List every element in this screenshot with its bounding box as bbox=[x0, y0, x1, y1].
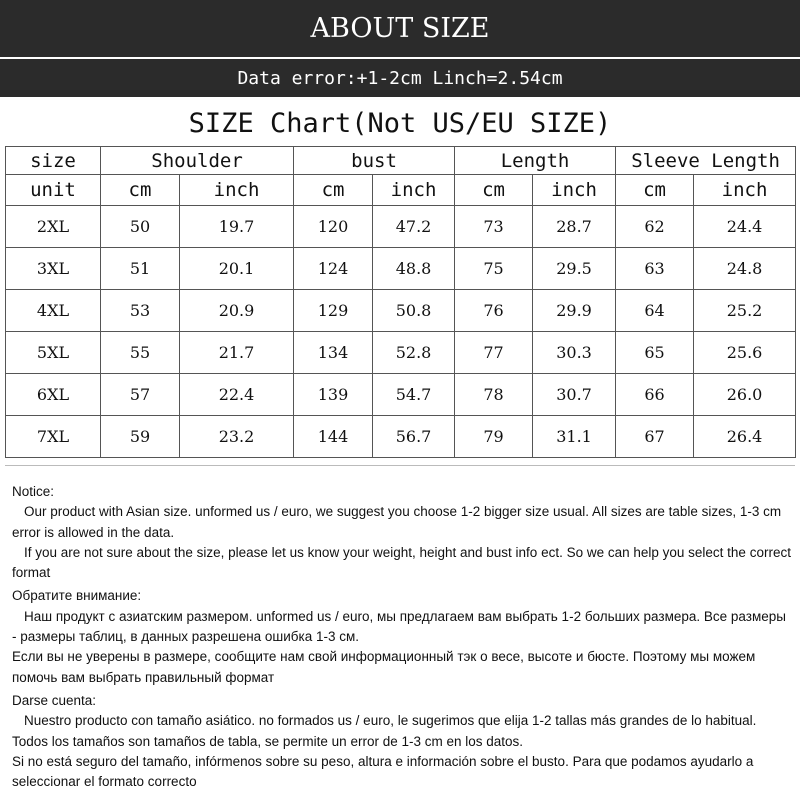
unit-cell: inch bbox=[373, 175, 455, 206]
banner-subtitle: Data error:+1-2cm Linch=2.54cm bbox=[237, 67, 563, 89]
table-cell: 54.7 bbox=[373, 374, 455, 416]
header-row-groups bbox=[6, 147, 796, 175]
unit-cell: cm bbox=[294, 175, 373, 206]
unit-cell: inch bbox=[694, 175, 796, 206]
header-banner bbox=[0, 0, 800, 97]
unit-cell: inch bbox=[533, 175, 616, 206]
table-cell: 144 bbox=[294, 416, 373, 458]
unit-cell: inch bbox=[180, 175, 294, 206]
table-cell: 51 bbox=[101, 248, 180, 290]
table-cell: 30.3 bbox=[533, 332, 616, 374]
table-cell: 24.4 bbox=[694, 206, 796, 248]
table-cell: 19.7 bbox=[180, 206, 294, 248]
notice-heading-en: Notice: bbox=[12, 484, 55, 499]
table-cell: 28.7 bbox=[533, 206, 616, 248]
header-length: Length bbox=[455, 147, 616, 175]
table-row bbox=[6, 416, 796, 458]
table-cell: 53 bbox=[101, 290, 180, 332]
table-cell: 26.0 bbox=[694, 374, 796, 416]
size-table bbox=[5, 146, 796, 458]
header-size: size bbox=[6, 147, 101, 175]
notice-paragraph-es: Si no está seguro del tamaño, infórmenos sobre su peso, altura e información sobre el busto. Para que podamos ayudarlo a seleccionar el formato correcto bbox=[12, 753, 754, 790]
table-row bbox=[6, 332, 796, 374]
table-cell: 21.7 bbox=[180, 332, 294, 374]
table-cell: 64 bbox=[616, 290, 694, 332]
table-cell: 48.8 bbox=[373, 248, 455, 290]
notice-heading-ru: Обратите внимание: bbox=[12, 588, 142, 604]
header-bust: bust bbox=[294, 147, 455, 175]
size-cell: 6XL bbox=[6, 374, 101, 416]
table-cell: 63 bbox=[616, 248, 694, 290]
header-row-units bbox=[6, 175, 796, 206]
notice-paragraph-es: Nuestro producto con tamaño asiático. no formados us / euro, le sugerimos que elija 1-2 tallas más grandes de lo habitual. Todos los tamaños son tamaños de tabla, se permite un error de 1-3 cm en los datos. bbox=[12, 713, 757, 749]
table-cell: 75 bbox=[455, 248, 533, 290]
table-cell: 20.9 bbox=[180, 290, 294, 332]
notice-paragraph-ru: Наш продукт с азиатским размером. unformed us / euro, мы предлагаем вам выбрать 1-2 больших размера. Все размеры - размеры таблиц, в данных разрешена ошибка 1-3 см. bbox=[12, 608, 786, 645]
notice-paragraph-en: If you are not sure about the size, please let us know your weight, height and bust info ect. So we can help you select the correct format bbox=[12, 544, 791, 581]
size-chart-title: SIZE Chart(Not US/EU SIZE) bbox=[188, 107, 612, 139]
table-cell: 59 bbox=[101, 416, 180, 458]
size-cell: 7XL bbox=[6, 416, 101, 458]
table-cell: 29.5 bbox=[533, 248, 616, 290]
size-cell: 4XL bbox=[6, 290, 101, 332]
table-cell: 22.4 bbox=[180, 374, 294, 416]
size-cell: 2XL bbox=[6, 206, 101, 248]
notice-paragraph-en: Our product with Asian size. unformed us / euro, we suggest you choose 1-2 bigger size usual. All sizes are table sizes, 1-3 cm error is allowed in the data. bbox=[12, 504, 782, 540]
table-cell: 25.2 bbox=[694, 290, 796, 332]
table-cell: 57 bbox=[101, 374, 180, 416]
table-cell: 25.6 bbox=[694, 332, 796, 374]
table-row bbox=[6, 206, 796, 248]
table-cell: 120 bbox=[294, 206, 373, 248]
table-cell: 66 bbox=[616, 374, 694, 416]
table-cell: 56.7 bbox=[373, 416, 455, 458]
notice-heading-es: Darse cuenta: bbox=[12, 692, 97, 708]
banner-title: ABOUT SIZE bbox=[310, 13, 490, 44]
table-cell: 139 bbox=[294, 374, 373, 416]
table-cell: 62 bbox=[616, 206, 694, 248]
table-row bbox=[6, 248, 796, 290]
table-cell: 129 bbox=[294, 290, 373, 332]
table-cell: 30.7 bbox=[533, 374, 616, 416]
table-cell: 124 bbox=[294, 248, 373, 290]
table-cell: 20.1 bbox=[180, 248, 294, 290]
table-row bbox=[6, 374, 796, 416]
table-cell: 24.8 bbox=[694, 248, 796, 290]
table-cell: 29.9 bbox=[533, 290, 616, 332]
table-cell: 50.8 bbox=[373, 290, 455, 332]
table-cell: 31.1 bbox=[533, 416, 616, 458]
unit-label: unit bbox=[6, 175, 101, 206]
unit-cell: cm bbox=[101, 175, 180, 206]
table-cell: 50 bbox=[101, 206, 180, 248]
table-cell: 55 bbox=[101, 332, 180, 374]
size-cell: 5XL bbox=[6, 332, 101, 374]
table-cell: 79 bbox=[455, 416, 533, 458]
size-cell: 3XL bbox=[6, 248, 101, 290]
section-divider bbox=[5, 465, 795, 466]
table-cell: 73 bbox=[455, 206, 533, 248]
table-cell: 26.4 bbox=[694, 416, 796, 458]
unit-cell: cm bbox=[616, 175, 694, 206]
table-cell: 76 bbox=[455, 290, 533, 332]
header-sleeve-length: Sleeve Length bbox=[616, 147, 796, 175]
table-cell: 65 bbox=[616, 332, 694, 374]
table-cell: 52.8 bbox=[373, 332, 455, 374]
table-cell: 67 bbox=[616, 416, 694, 458]
table-row bbox=[6, 290, 796, 332]
table-cell: 77 bbox=[455, 332, 533, 374]
header-shoulder: Shoulder bbox=[101, 147, 294, 175]
notes-section bbox=[12, 482, 792, 792]
table-cell: 134 bbox=[294, 332, 373, 374]
unit-cell: cm bbox=[455, 175, 533, 206]
table-cell: 23.2 bbox=[180, 416, 294, 458]
notice-paragraph-ru: Если вы не уверены в размере, сообщите нам свой информационный тэк о весе, высоте и бюсте. Поэтому мы можем помочь вам выбрать правильный формат bbox=[12, 649, 756, 685]
table-cell: 78 bbox=[455, 374, 533, 416]
table-cell: 47.2 bbox=[373, 206, 455, 248]
